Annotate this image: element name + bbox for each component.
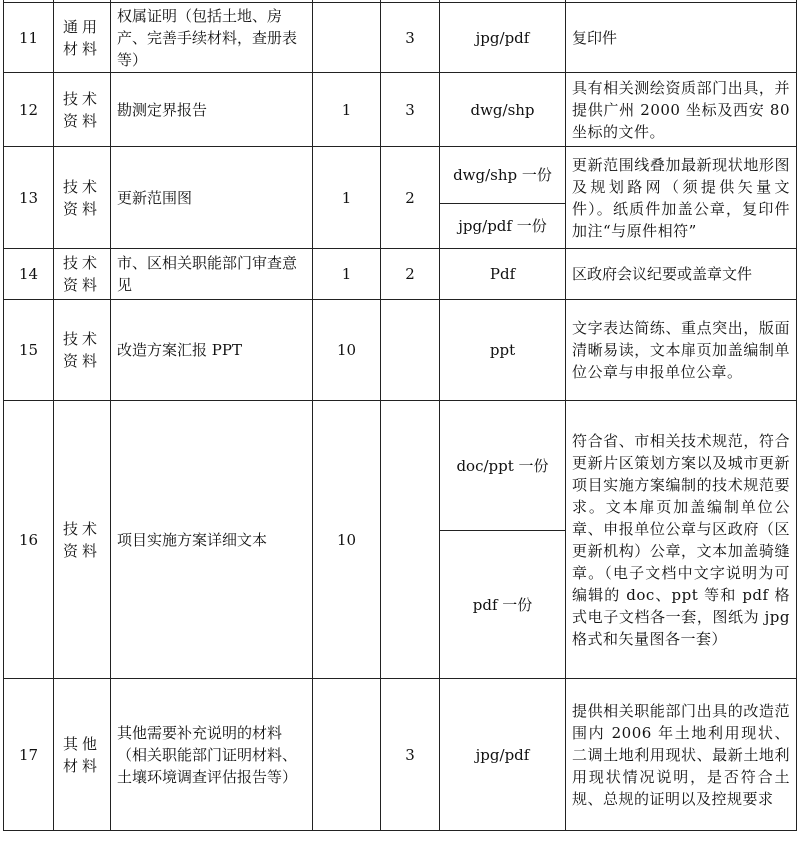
row-count-b: 3 <box>381 3 440 73</box>
row-note: 更新范围线叠加最新现状地形图及规划路网（须提供矢量文件）。纸质件加盖公章，复印件加注“与原件相符” <box>566 147 797 249</box>
row-count-b: 3 <box>381 679 440 831</box>
row-count-a <box>313 3 381 73</box>
row-number: 11 <box>4 3 54 73</box>
table-row <box>4 300 797 401</box>
row-material-name: 更新范围图 <box>111 147 313 249</box>
row-material-name: 权属证明（包括土地、房产、完善手续材料，查册表等） <box>111 3 313 73</box>
table-row <box>4 3 797 73</box>
row-format: ppt <box>440 300 566 401</box>
row-count-a: 10 <box>313 300 381 401</box>
row-count-a <box>313 679 381 831</box>
row-count-b: 2 <box>381 147 440 249</box>
row-count-b <box>381 300 440 401</box>
row-count-a: 10 <box>313 401 381 679</box>
row-category: 其他材料 <box>54 679 111 831</box>
table-row <box>4 679 797 831</box>
table-row <box>4 401 797 531</box>
row-number: 16 <box>4 401 54 679</box>
row-number: 17 <box>4 679 54 831</box>
row-count-b: 3 <box>381 73 440 147</box>
row-number: 14 <box>4 249 54 300</box>
row-count-b: 2 <box>381 249 440 300</box>
row-format-1: dwg/shp 一份 <box>440 147 566 204</box>
row-format-1: doc/ppt 一份 <box>440 401 566 531</box>
row-category: 技术资料 <box>54 401 111 679</box>
row-category: 技术资料 <box>54 249 111 300</box>
row-number: 12 <box>4 73 54 147</box>
row-note: 提供相关职能部门出具的改造范围内 2006 年土地利用现状、二调土地利用现状、最新土地利用现状情况说明，是否符合土规、总规的证明以及控规要求 <box>566 679 797 831</box>
row-number: 13 <box>4 147 54 249</box>
row-count-a: 1 <box>313 147 381 249</box>
row-material-name: 勘测定界报告 <box>111 73 313 147</box>
row-note: 文字表达简练、重点突出，版面清晰易读，文本扉页加盖编制单位公章与申报单位公章。 <box>566 300 797 401</box>
row-material-name: 其他需要补充说明的材料（相关职能部门证明材料、土壤环境调查评估报告等） <box>111 679 313 831</box>
row-format: jpg/pdf <box>440 679 566 831</box>
row-note: 符合省、市相关技术规范，符合更新片区策划方案以及城市更新项目实施方案编制的技术规范要求。文本扉页加盖编制单位公章、申报单位公章与区政府（区更新机构）公章，文本加盖骑缝章。（电子文档中文字说明为可编辑的 doc、ppt 等和 pdf 格式电子文档各一套，图纸为 jpg 格式和矢量图各一套） <box>566 401 797 679</box>
row-category: 通用材料 <box>54 3 111 73</box>
table-row <box>4 147 797 204</box>
row-format: Pdf <box>440 249 566 300</box>
row-note: 具有相关测绘资质部门出具，并提供广州 2000 坐标及西安 80 坐标的文件。 <box>566 73 797 147</box>
row-category: 技术资料 <box>54 300 111 401</box>
row-number: 15 <box>4 300 54 401</box>
table-row <box>4 249 797 300</box>
row-material-name: 项目实施方案详细文本 <box>111 401 313 679</box>
row-material-name: 市、区相关职能部门审查意见 <box>111 249 313 300</box>
row-count-a: 1 <box>313 249 381 300</box>
row-format-2: jpg/pdf 一份 <box>440 204 566 249</box>
row-category: 技术资料 <box>54 147 111 249</box>
row-count-a: 1 <box>313 73 381 147</box>
row-note: 复印件 <box>566 3 797 73</box>
table-row <box>4 73 797 147</box>
row-category: 技术资料 <box>54 73 111 147</box>
row-format-2: pdf 一份 <box>440 531 566 679</box>
row-note: 区政府会议纪要或盖章文件 <box>566 249 797 300</box>
materials-table <box>3 0 797 831</box>
row-format: dwg/shp <box>440 73 566 147</box>
row-format: jpg/pdf <box>440 3 566 73</box>
row-material-name: 改造方案汇报 PPT <box>111 300 313 401</box>
row-count-b <box>381 401 440 679</box>
